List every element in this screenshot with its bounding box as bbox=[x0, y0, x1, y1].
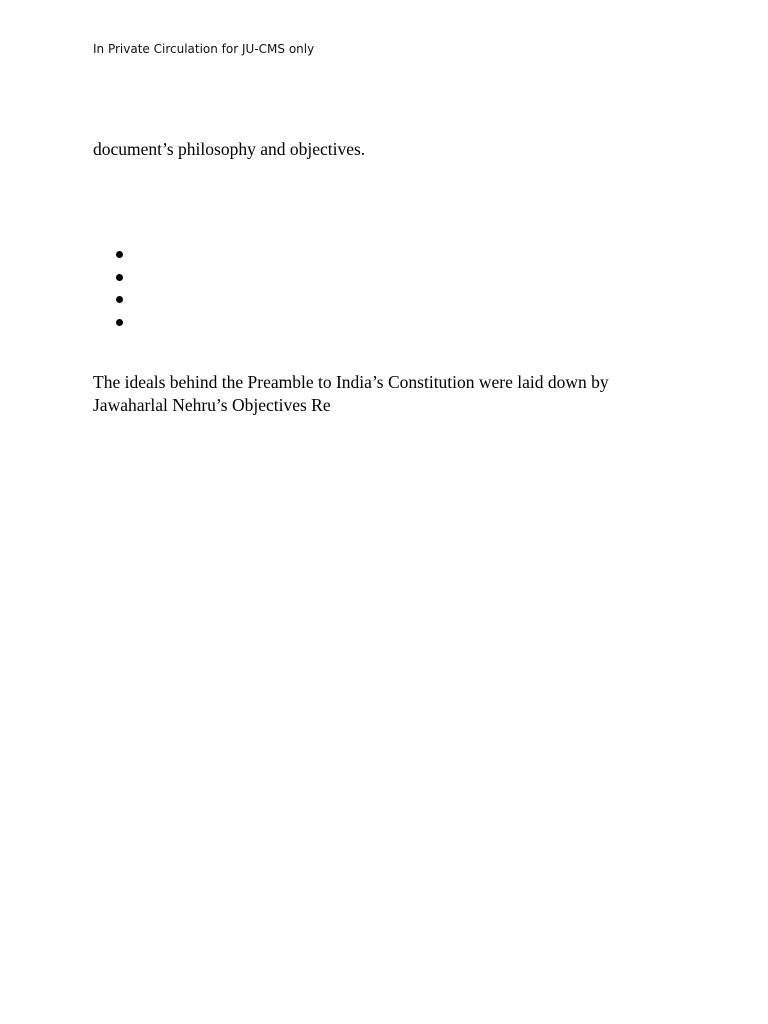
paragraph-preamble bbox=[93, 371, 693, 417]
bullet-icon bbox=[116, 274, 123, 281]
paragraph-line: Jawaharlal Nehru’s Objectives Re bbox=[93, 395, 331, 415]
bullet-icon bbox=[116, 296, 123, 303]
paragraph-line: The ideals behind the Preamble to India’s Constitution were laid down by bbox=[93, 372, 609, 392]
bullet-icon bbox=[116, 251, 123, 258]
paragraph-philosophy: document’s philosophy and objectives. bbox=[93, 139, 366, 159]
bullet-icon bbox=[116, 319, 123, 326]
page-header-note: In Private Circulation for JU-CMS only bbox=[93, 42, 315, 56]
